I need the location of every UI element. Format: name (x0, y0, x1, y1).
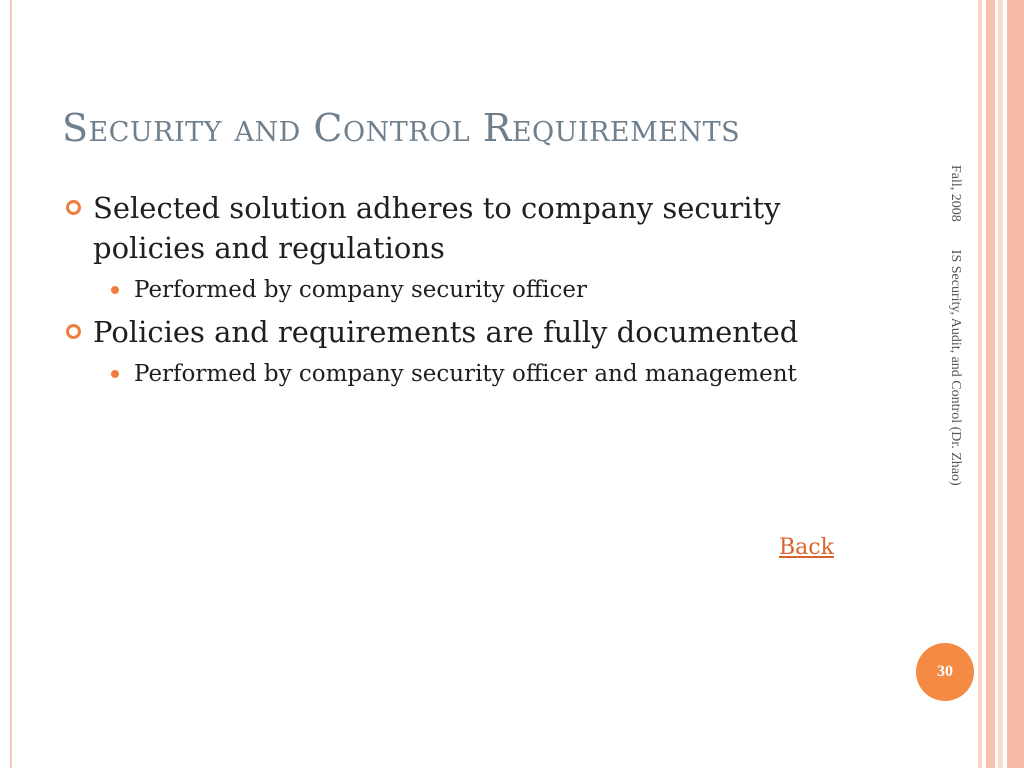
footer-course: IS Security, Audit, and Control (Dr. Zhao) (948, 249, 963, 486)
decorative-stripe (986, 0, 995, 768)
footer-date: Fall, 2008 (948, 165, 963, 222)
decorative-stripe (978, 0, 982, 768)
sub-bullet-item (64, 356, 854, 392)
bullet-item (64, 188, 854, 268)
left-frame-line (10, 0, 12, 768)
slide-title: Security and Control Requirements (62, 106, 741, 150)
sub-bullet-text: Performed by company security officer (134, 277, 588, 303)
bullet-text: Selected solution adheres to company security policies and regulations (93, 191, 781, 265)
dot-bullet-icon (111, 286, 119, 294)
bullet-list (64, 188, 854, 396)
ring-bullet-icon (66, 200, 81, 215)
back-link[interactable]: Back (779, 535, 834, 560)
dot-bullet-icon (111, 370, 119, 378)
decorative-stripe (998, 0, 1003, 768)
sub-bullet-text: Performed by company security officer and management (134, 361, 797, 387)
page-number: 30 (937, 663, 953, 680)
page-number-badge (916, 643, 974, 701)
bullet-text: Policies and requirements are fully documented (93, 315, 799, 349)
ring-bullet-icon (66, 324, 81, 339)
sidebar-footer (947, 165, 963, 486)
sub-bullet-item (64, 272, 854, 308)
decorative-stripe (1007, 0, 1024, 768)
bullet-item (64, 312, 854, 352)
